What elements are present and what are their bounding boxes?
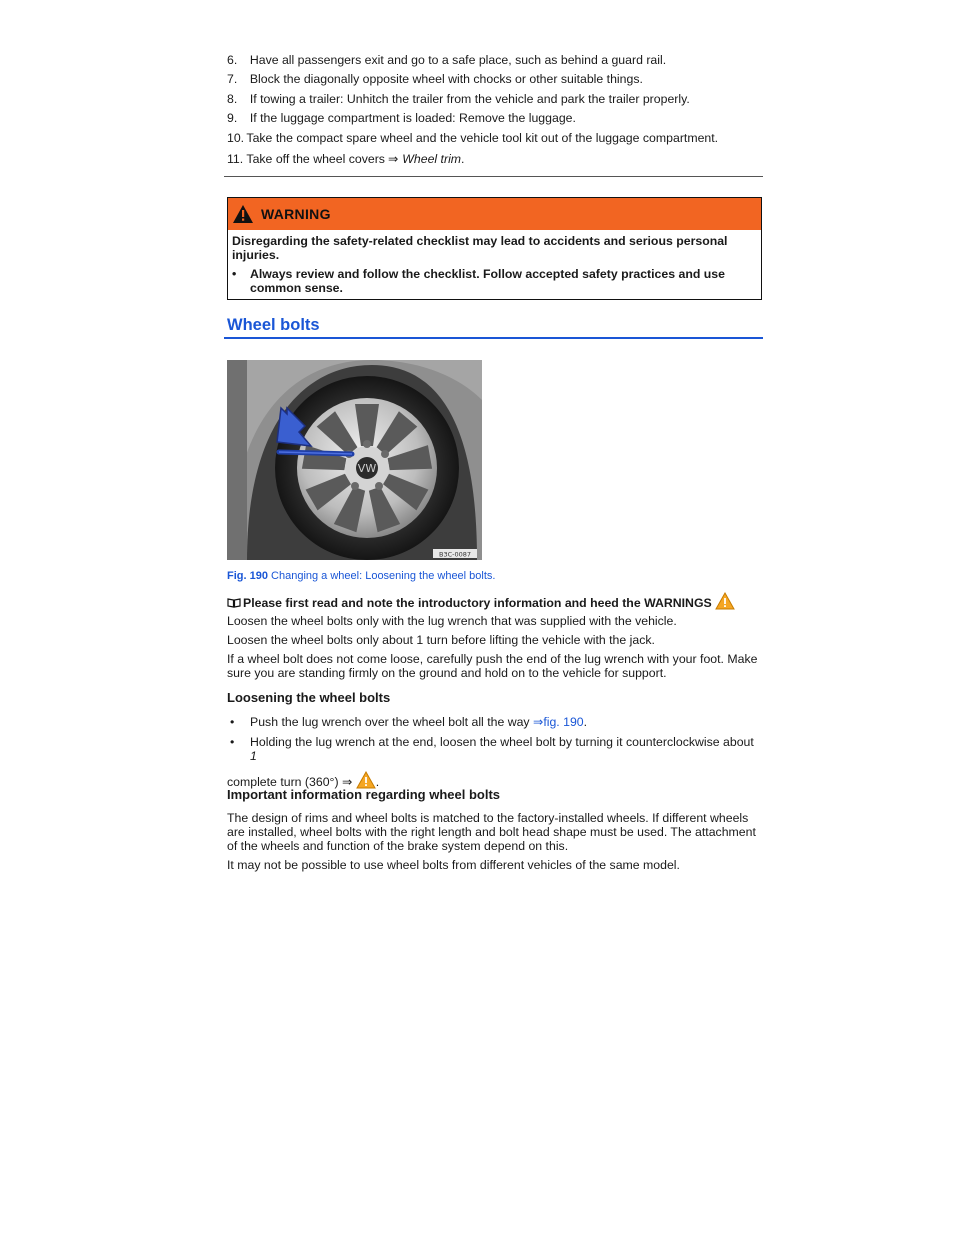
warning-triangle-icon — [715, 592, 735, 610]
warning-header — [228, 198, 761, 230]
list-item: 8. If towing a trailer: Unhitch the trailer from the vehicle and park the trailer properly. — [227, 91, 690, 106]
warning-bullet: • Always review and follow the checklist. Follow accepted safety practices and use common sense. — [232, 267, 725, 295]
step-list — [227, 51, 763, 169]
list-item-cont: complete turn (360°) ⇒ . — [227, 771, 763, 789]
paragraph: The design of rims and wheel bolts is matched to the factory-installed wheels. If different wheels are installed, wheel bolts with the right length and bolt head shape must be used. The attachment of the wheels and function of the brake system depend on this. — [227, 811, 756, 853]
bullet-icon: • — [232, 267, 237, 281]
list-item: • Holding the lug wrench at the end, loosen the wheel bolt by turning it counterclockwise about 1 — [227, 735, 763, 763]
list-item: 6. Have all passengers exit and go to a safe place, such as behind a guard rail. — [227, 53, 667, 67]
warning-triangle-icon — [232, 204, 254, 224]
loosening-list — [227, 715, 763, 789]
section-divider — [224, 337, 763, 339]
important-heading: Important information regarding wheel bolts — [227, 787, 501, 802]
list-item: 9. If the luggage compartment is loaded: Remove the luggage. — [227, 111, 576, 126]
divider — [224, 176, 763, 177]
bullet-icon: • — [230, 715, 235, 729]
wheel-illustration — [227, 360, 482, 560]
list-item: 7. Block the diagonally opposite wheel with chocks or other suitable things. — [227, 72, 643, 87]
warning-box — [227, 197, 762, 300]
section-title: Wheel bolts — [227, 316, 320, 334]
fig-190-link[interactable]: fig. 190 — [543, 715, 584, 729]
paragraph: It may not be possible to use wheel bolts from different vehicles of the same model. — [227, 858, 680, 872]
bullet-icon: • — [230, 735, 235, 749]
warning-body — [228, 230, 761, 299]
arrow-ref-icon: ⇒ — [387, 151, 399, 166]
list-item: 10. Take the compact spare wheel and the vehicle tool kit out of the luggage compartment. — [227, 130, 719, 145]
warning-title: WARNING — [261, 206, 331, 222]
figure-caption: Fig. 190 Changing a wheel: Loosening the wheel bolts. — [227, 570, 496, 582]
wheel-trim-link[interactable]: Wheel trim — [402, 151, 462, 166]
figure-code: B3C-0087 — [438, 550, 472, 559]
paragraph: Loosen the wheel bolts only about 1 turn before lifting the vehicle with the jack. — [227, 633, 655, 647]
list-item: • Push the lug wrench over the wheel bolt all the way ⇒fig. 190. — [227, 715, 763, 729]
loosening-heading: Loosening the wheel bolts — [227, 690, 391, 705]
book-icon — [227, 598, 241, 608]
intro-notice: Please first read and note the introductory information and heed the WARNINGS — [227, 592, 763, 610]
paragraph: Loosen the wheel bolts only with the lug wrench that was supplied with the vehicle. — [227, 614, 677, 628]
paragraph: If a wheel bolt does not come loose, carefully push the end of the lug wrench with your foot. Make sure you are standing firmly on the ground and hold on to the vehicle for support. — [227, 652, 758, 680]
list-item: 11. Take off the wheel covers ⇒ Wheel trim . — [227, 150, 763, 169]
warning-text: Disregarding the safety-related checklist may lead to accidents and serious personal injuries. — [232, 234, 728, 262]
svg-text:VW: VW — [357, 462, 377, 475]
wheel-figure — [227, 360, 482, 560]
